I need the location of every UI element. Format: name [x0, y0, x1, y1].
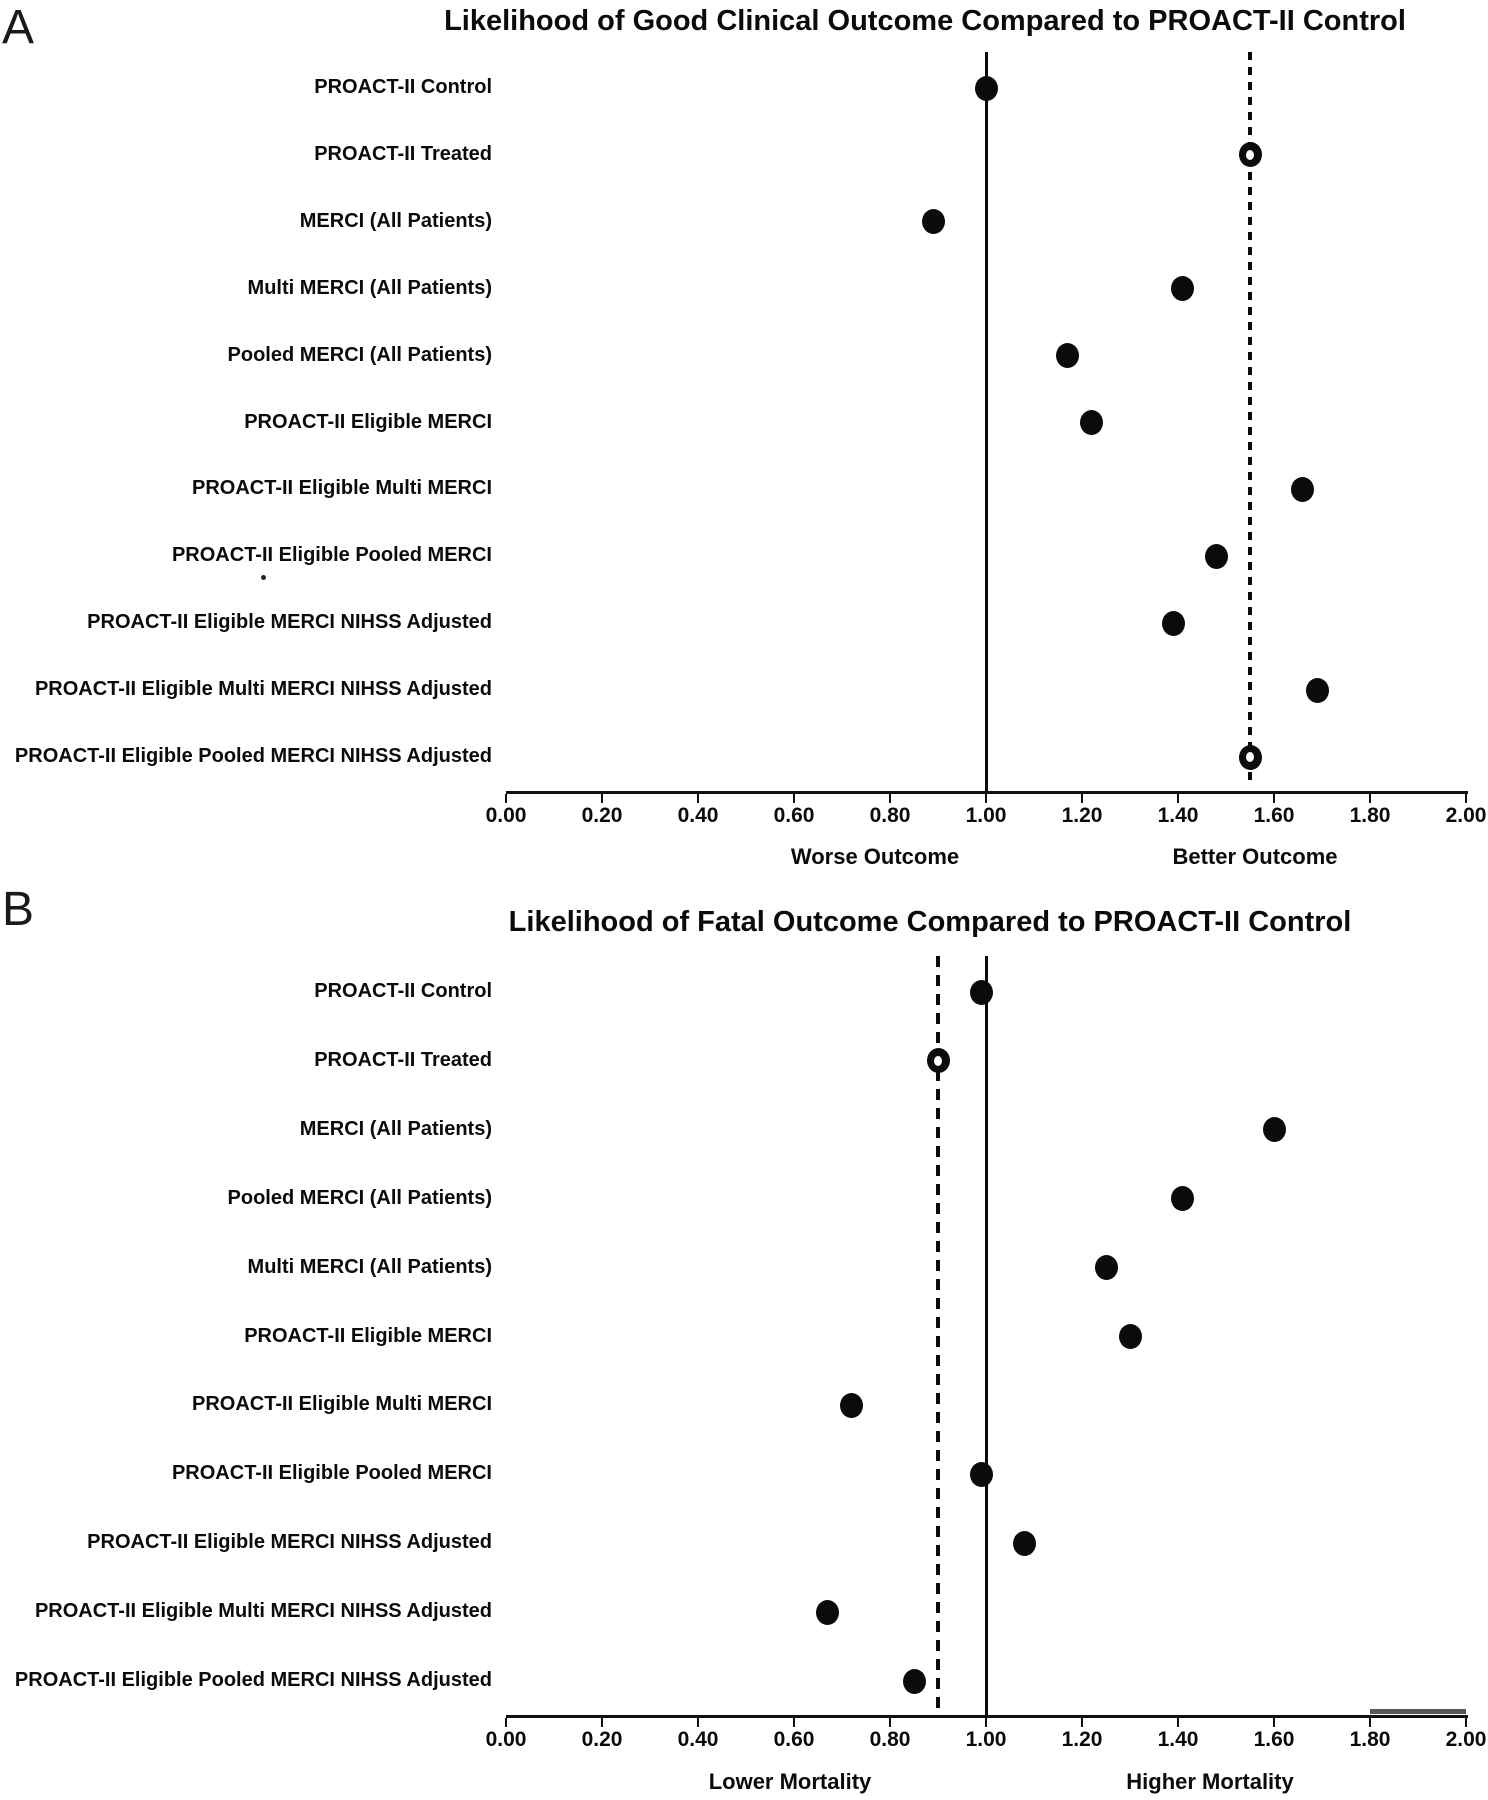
panel-a-x-tick-label: 2.00	[1445, 804, 1487, 827]
panel-a-row-label: PROACT-II Eligible Pooled MERCI NIHSS Adjusted	[14, 745, 492, 767]
panel-b-data-point	[970, 980, 993, 1005]
open-marker-hole	[1246, 150, 1254, 160]
panel-b-x-tick-label: 0.40	[677, 1728, 719, 1751]
panel-b-x-tick	[889, 1718, 891, 1727]
panel-a-x-tick-label: 0.00	[485, 804, 527, 827]
panel-b-x-tick-label: 1.20	[1061, 1728, 1103, 1751]
panel-a-data-point	[1171, 276, 1194, 301]
panel-b-row-label: PROACT-II Control	[314, 980, 492, 1002]
panel-a-x-tick	[601, 794, 603, 803]
panel-a-data-point	[1291, 477, 1314, 502]
panel-b-x-tick	[1465, 1718, 1467, 1727]
panel-b-data-point	[1013, 1531, 1036, 1556]
panel-a-x-tick-label: 0.20	[581, 804, 623, 827]
panel-b-x-tick	[1177, 1718, 1179, 1727]
panel-a-data-point	[1080, 410, 1103, 435]
panel-b-row-label: PROACT-II Eligible Multi MERCI NIHSS Adjusted	[34, 1600, 492, 1623]
panel-b-row-label: PROACT-II Eligible Pooled MERCI NIHSS Adjusted	[14, 1669, 492, 1691]
panel-a-title: Likelihood of Good Clinical Outcome Compared to PROACT-II Control	[444, 5, 1406, 37]
panel-b-title: Likelihood of Fatal Outcome Compared to PROACT-II Control	[508, 906, 1352, 938]
panel-a-data-point	[1162, 611, 1185, 636]
panel-a-x-axis	[506, 791, 1468, 794]
panel-a-x-tick	[985, 794, 987, 803]
open-marker-hole	[1246, 752, 1254, 762]
panel-a-x-tick	[889, 794, 891, 803]
panel-b-x-tick-label: 0.00	[485, 1728, 527, 1751]
panel-a-x-tick	[1273, 794, 1275, 803]
panel-a-row-label: PROACT-II Eligible MERCI NIHSS Adjusted	[87, 611, 492, 634]
panel-a-x-tick-label: 1.40	[1157, 804, 1199, 827]
panel-a-x-tick-label: 0.80	[869, 804, 911, 827]
panel-a-letter: A	[2, 1, 35, 54]
panel-a-x-tick	[1465, 794, 1467, 803]
panel-a-x-tick	[505, 794, 507, 803]
panel-b-data-point	[816, 1600, 839, 1625]
panel-b-x-tick	[505, 1718, 507, 1727]
panel-a-x-tick-label: 1.80	[1349, 804, 1391, 827]
panel-b-x-tick	[1273, 1718, 1275, 1727]
panel-a-data-point	[975, 76, 998, 101]
panel-a-row-label: PROACT-II Eligible Multi MERCI	[192, 477, 492, 500]
panel-a-row-label: Pooled MERCI (All Patients)	[227, 343, 492, 366]
panel-b-x-tick-label: 1.60	[1253, 1728, 1295, 1751]
panel-a-row-label: PROACT-II Eligible Multi MERCI NIHSS Adjusted	[34, 678, 492, 701]
panel-a-row-label: PROACT-II Eligible MERCI	[244, 410, 492, 433]
panel-b-row-label: MERCI (All Patients)	[299, 1117, 492, 1140]
panel-b-letter: B	[2, 883, 35, 936]
panel-b-x-tick-label: 0.60	[773, 1728, 815, 1751]
panel-a-data-point	[1239, 745, 1262, 770]
open-marker-hole	[934, 1056, 942, 1066]
panel-b-row-label: PROACT-II Eligible Pooled MERCI	[171, 1462, 492, 1485]
panel-b-x-tick	[1081, 1718, 1083, 1727]
panel-b-x-tick-label: 2.00	[1445, 1728, 1487, 1751]
panel-a-row-label: PROACT-II Eligible Pooled MERCI	[171, 544, 492, 567]
panel-a-x-tick-label: 1.20	[1061, 804, 1103, 827]
panel-b-row-label: Multi MERCI (All Patients)	[247, 1255, 492, 1278]
panel-b-row-label: PROACT-II Eligible MERCI	[244, 1324, 492, 1347]
panel-b-data-point	[1119, 1324, 1142, 1349]
panel-a-row-label: PROACT-II Control	[314, 76, 492, 98]
panel-b-x-tick	[793, 1718, 795, 1727]
panel-a-row-label: Multi MERCI (All Patients)	[247, 276, 492, 299]
panel-b-row-label: PROACT-II Eligible Multi MERCI	[192, 1393, 492, 1416]
panel-b-x-tick-label: 0.80	[869, 1728, 911, 1751]
panel-b-x-tick	[601, 1718, 603, 1727]
panel-b-lower-mortality-label: Lower Mortality	[708, 1769, 872, 1794]
panel-b-data-point	[1095, 1255, 1118, 1280]
panel-b-data-point	[1263, 1117, 1286, 1142]
panel-a-stray-mark	[261, 575, 266, 580]
panel-b-x-tick-label: 1.80	[1349, 1728, 1391, 1751]
panel-a-data-point	[1205, 544, 1228, 569]
panel-b-data-point	[970, 1462, 993, 1487]
panel-a-data-point	[922, 209, 945, 234]
panel-b-axis-scan-artifact	[1370, 1709, 1466, 1714]
panel-a-x-tick	[793, 794, 795, 803]
panel-b-x-tick-label: 1.00	[965, 1728, 1007, 1751]
panel-a-solid-reference-line	[985, 52, 988, 791]
panel-a-x-tick-label: 1.00	[965, 804, 1007, 827]
panel-a-better-outcome-label: Better Outcome	[1172, 844, 1338, 869]
panel-b-data-point	[903, 1669, 926, 1694]
panel-a-x-tick	[1177, 794, 1179, 803]
panel-a-x-tick	[1369, 794, 1371, 803]
panel-a-x-tick	[697, 794, 699, 803]
panel-b-x-axis	[506, 1715, 1468, 1718]
panel-a-data-point	[1306, 678, 1329, 703]
panel-b-higher-mortality-label: Higher Mortality	[1126, 1769, 1294, 1794]
panel-a-row-label: PROACT-II Treated	[314, 142, 492, 165]
panel-b-x-tick	[1369, 1718, 1371, 1727]
panel-b-data-point	[1171, 1186, 1194, 1211]
panel-b-row-label: PROACT-II Treated	[314, 1048, 492, 1071]
panel-b-row-label: Pooled MERCI (All Patients)	[227, 1186, 492, 1209]
panel-a-x-tick	[1081, 794, 1083, 803]
panel-a-row-label: MERCI (All Patients)	[299, 209, 492, 232]
panel-b-row-label: PROACT-II Eligible MERCI NIHSS Adjusted	[87, 1531, 492, 1554]
panel-a-x-tick-label: 0.40	[677, 804, 719, 827]
panel-a-x-tick-label: 0.60	[773, 804, 815, 827]
panel-b-x-tick-label: 0.20	[581, 1728, 623, 1751]
panel-b-data-point	[840, 1393, 863, 1418]
panel-b-x-tick-label: 1.40	[1157, 1728, 1199, 1751]
panel-a-worse-outcome-label: Worse Outcome	[790, 844, 960, 869]
panel-b-data-point	[927, 1048, 950, 1073]
panel-a-data-point	[1239, 142, 1262, 167]
panel-b-solid-reference-line	[985, 956, 988, 1715]
panel-b-x-tick	[697, 1718, 699, 1727]
panel-a-data-point	[1056, 343, 1079, 368]
panel-a-x-tick-label: 1.60	[1253, 804, 1295, 827]
panel-b-x-tick	[985, 1718, 987, 1727]
